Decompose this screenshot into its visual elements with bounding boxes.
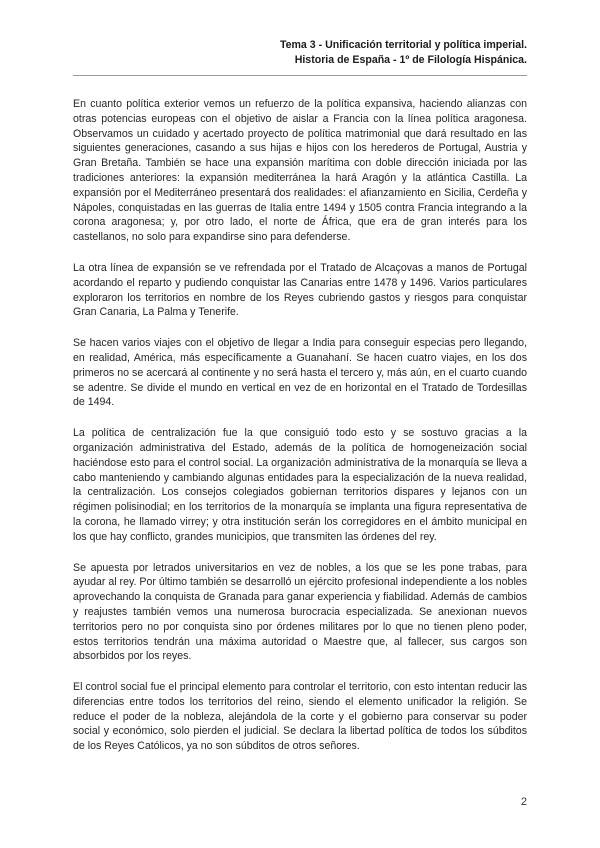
paragraph-foreign-policy: En cuanto política exterior vemos un refuerzo de la política expansiva, haciendo alianzas con otras potencias europeas con el objetivo de aislar a Francia con la línea política aragonesa. Observamos un cuidado y acertado proyecto de política matrimonial que dará resultado en las siguientes generaciones, casando a sus hijas e hijos con los herederos de Portugal, Austria y Gran Bretaña. También se hace una expansión marítima con doble dirección iniciada por las tradiciones anteriores: la expansión mediterránea la hará Aragón y la atlántica Castilla. La expansión por el Mediterráneo presentará dos realidades: el afianzamiento en Sicilia, Cerdeña y Nápoles, conquistadas en las guerras de Italia entre 1494 y 1505 contra Francia integrando a la corona aragonesa; y, por otro lado, el norte de África, que era de gran interés para los castellanos, no solo para expandirse sino para defenderse. xyxy=(73,98,527,244)
header-subject: Historia de España - 1º de Filología Hispánica. xyxy=(294,54,527,66)
paragraph-voyages: Se hacen varios viajes con el objetivo de llegar a India para conseguir especias pero llegando, en realidad, América, más específicamente a Guanahaní. Se hacen cuatro viajes, en los dos primeros no se acercará al continente y no será hasta el tercero y, más aún, en el cuarto cuando se adentre. Se divide el mundo en vertical en vez de en horizontal en el Tratado de Tordesillas de 1494. xyxy=(73,337,527,409)
paragraph-letrados: Se apuesta por letrados universitarios en vez de nobles, a los que se les pone trabas, para ayudar al rey. Por último también se desarrolló un ejército profesional independiente a los nobles aprovechando la conquista de Granada para ganar experiencia y fiabilidad. Además de cambios y reajustes también vemos una numerosa burocracia especializada. Se anexionan nuevos territorios pero no por conquista sino por órdenes militares por lo que no tienen pleno poder, estos territorios tendrán una máxima autoridad o Maestre que, al fallecer, sus cargos son absorbidos por los reyes. xyxy=(73,561,527,663)
paragraph-centralization: La política de centralización fue la que consiguió todo esto y se sostuvo gracias a la organización administrativa del Estado, además de la política de homogeneización social haciéndose esto para el control social. La organización administrativa de la monarquía se lleva a cabo manteniendo y cambiando algunas entidades para la especialización de la nueva realidad, la centralización. Los consejos colegiados gobiernan territorios dispares y lejanos con un régimen polisinodial; en los territorios de la monarquía se implanta una figura representativa de la corona, he llamado virrey; y otra institución serán los corregidores en el ámbito municipal en los que hay conflicto, grandes municipios, que transmiten las órdenes del rey. xyxy=(73,427,527,543)
document-body xyxy=(73,97,527,770)
page-number: 2 xyxy=(520,796,527,808)
paragraph-atlantic-expansion: La otra línea de expansión se ve refrendada por el Tratado de Alcaçovas a manos de Portugal acordando el reparto y pudiendo conquistar las Canarias entre 1478 y 1496. Varios particulares exploraron los territorios en nombre de los Reyes cubriendo gastos y riesgos para conquistar Gran Canaria, La Palma y Tenerife. xyxy=(73,261,527,319)
page-header xyxy=(280,38,527,68)
header-course-title: Tema 3 - Unificación territorial y política imperial. xyxy=(279,39,527,51)
paragraph-social-control: El control social fue el principal elemento para controlar el territorio, con esto intentan reducir las diferencias entre todos los territorios del reino, siendo el elemento unificador la religión. Se reduce el poder de la nobleza, alejándola de la corte y el gobierno para conservar su poder social y económico, solo pierden el judicial. Se declara la libertad política de todos los súbditos de los Reyes Católicos, ya no son súbditos de otros señores. xyxy=(73,681,527,753)
header-divider xyxy=(73,75,527,76)
